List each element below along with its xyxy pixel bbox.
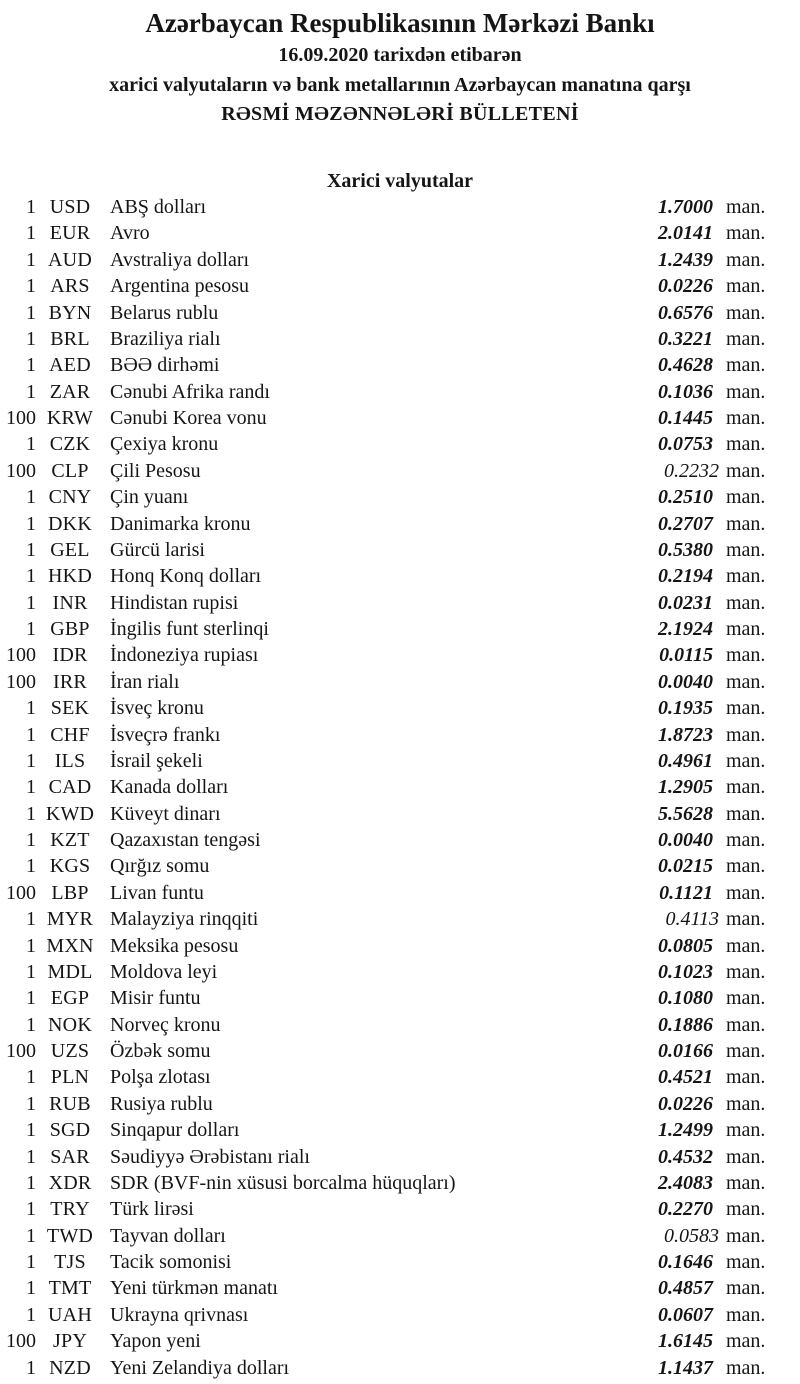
currency-row — [0, 1328, 772, 1354]
exchange-rate: 0.2510 — [658, 486, 713, 509]
currency-quantity: 1 — [26, 1277, 36, 1300]
currency-name: İndoneziya rupiası — [110, 644, 259, 667]
currency-name: Küveyt dinarı — [110, 802, 221, 825]
currency-row — [0, 959, 772, 985]
exchange-rate: 0.4113 — [665, 908, 719, 931]
currency-code: TRY — [50, 1198, 90, 1221]
currency-code: SEK — [50, 697, 90, 720]
unit-label: man. — [726, 275, 766, 298]
currency-code: BYN — [48, 301, 92, 324]
currency-name: Çili Pesosu — [110, 459, 201, 482]
currency-quantity: 1 — [26, 749, 36, 772]
currency-row — [0, 722, 772, 748]
exchange-rate: 1.7000 — [658, 196, 713, 218]
currency-code: CLP — [51, 459, 89, 482]
currency-row — [0, 247, 772, 273]
currency-name: Norveç kronu — [110, 1013, 221, 1036]
exchange-rate: 0.0166 — [658, 1040, 713, 1062]
exchange-rate: 0.0231 — [658, 591, 713, 614]
unit-label: man. — [726, 908, 766, 931]
exchange-rate: 0.1886 — [658, 1013, 713, 1036]
exchange-rate: 1.6145 — [658, 1330, 713, 1353]
currency-row — [0, 194, 772, 220]
exchange-rate: 0.2707 — [658, 512, 713, 535]
exchange-rate: 2.4083 — [658, 1171, 713, 1194]
exchange-rate: 0.0753 — [658, 433, 713, 456]
exchange-rate: 1.2905 — [658, 776, 713, 799]
unit-label: man. — [726, 380, 766, 403]
exchange-rate: 0.5380 — [658, 538, 713, 561]
exchange-rate: 0.0215 — [658, 855, 713, 878]
unit-label: man. — [726, 512, 766, 535]
exchange-rate: 0.2270 — [658, 1198, 713, 1221]
unit-label: man. — [726, 934, 766, 957]
unit-label: man. — [726, 222, 766, 245]
currency-quantity: 1 — [26, 855, 36, 878]
unit-label: man. — [726, 829, 766, 851]
currency-quantity: 1 — [26, 1145, 36, 1168]
currency-name: BƏƏ dirhəmi — [110, 354, 220, 377]
unit-label: man. — [726, 354, 766, 377]
unit-label: man. — [726, 1119, 766, 1142]
currency-code: HKD — [48, 565, 92, 588]
unit-label: man. — [726, 1066, 766, 1089]
section-title-foreign-currencies: Xarici valyutalar — [326, 170, 474, 192]
currency-code: DKK — [48, 512, 92, 535]
currency-name: Belarus rublu — [110, 301, 219, 324]
currency-row — [0, 590, 772, 616]
currency-code: CNY — [48, 486, 92, 509]
currency-name: SDR (BVF-nin xüsusi borcalma hüquqları) — [110, 1171, 456, 1194]
exchange-rate: 0.4857 — [658, 1277, 713, 1300]
currency-quantity: 100 — [6, 459, 36, 482]
currency-code: ILS — [54, 749, 86, 772]
currency-code: UZS — [50, 1040, 90, 1062]
currency-code: SGD — [49, 1119, 91, 1142]
unit-label: man. — [726, 301, 766, 324]
currency-name: Gürcü larisi — [110, 538, 205, 561]
currency-name: Rusiya rublu — [110, 1092, 213, 1115]
currency-quantity: 1 — [26, 248, 36, 271]
currency-name: Cənubi Korea vonu — [110, 407, 267, 429]
currency-row — [0, 352, 772, 378]
currency-quantity: 1 — [26, 1303, 36, 1326]
currency-code: IDR — [52, 644, 88, 667]
unit-label: man. — [726, 670, 766, 693]
currency-code: GEL — [50, 538, 90, 561]
currency-name: ABŞ dolları — [110, 196, 207, 218]
exchange-rate: 0.1023 — [658, 960, 713, 983]
currency-name: Ukrayna qrivnası — [110, 1303, 249, 1326]
currency-quantity: 1 — [26, 697, 36, 720]
currency-name: İsrail şekeli — [110, 749, 203, 772]
currency-row — [0, 880, 772, 906]
exchange-rate: 0.1036 — [658, 380, 713, 403]
currency-code: CAD — [48, 776, 92, 799]
unit-label: man. — [726, 1356, 766, 1379]
bulletin-subtitle: xarici valyutaların və bank metallarının Azərbaycan manatına qarşı — [109, 74, 691, 96]
currency-code: LBP — [51, 881, 89, 904]
currency-quantity: 1 — [26, 1171, 36, 1194]
currency-row — [0, 748, 772, 774]
unit-label: man. — [726, 723, 766, 746]
currency-row — [0, 906, 772, 932]
currency-row — [0, 853, 772, 879]
currency-quantity: 1 — [26, 1356, 36, 1379]
currency-code: KWD — [45, 802, 95, 825]
currency-code: BRL — [50, 327, 90, 350]
currency-code: ARS — [50, 275, 90, 298]
currency-quantity: 1 — [26, 512, 36, 535]
currency-quantity: 100 — [6, 1330, 36, 1353]
currency-row — [0, 695, 772, 721]
unit-label: man. — [726, 802, 766, 825]
currency-quantity: 1 — [26, 380, 36, 403]
exchange-rate: 1.1437 — [658, 1356, 713, 1379]
currency-row — [0, 1012, 772, 1038]
unit-label: man. — [726, 486, 766, 509]
currency-name: Hindistan rupisi — [110, 591, 239, 614]
exchange-rate: 0.1445 — [658, 407, 713, 429]
currency-quantity: 1 — [26, 1066, 36, 1089]
currency-code: CHF — [50, 723, 90, 746]
exchange-rate: 0.0607 — [658, 1303, 713, 1326]
currency-quantity: 1 — [26, 301, 36, 324]
currency-row — [0, 1170, 772, 1196]
unit-label: man. — [726, 987, 766, 1010]
exchange-rate: 0.4532 — [658, 1145, 713, 1168]
currency-code: INR — [52, 591, 88, 614]
currency-quantity: 100 — [6, 407, 36, 429]
currency-quantity: 1 — [26, 802, 36, 825]
exchange-rate: 0.1935 — [658, 697, 713, 720]
currency-quantity: 1 — [26, 1119, 36, 1142]
currency-quantity: 1 — [26, 1013, 36, 1036]
currency-quantity: 1 — [26, 723, 36, 746]
exchange-rate: 2.0141 — [658, 222, 713, 245]
currency-code: GBP — [50, 618, 90, 640]
currency-name: Avro — [110, 222, 150, 245]
currency-quantity: 100 — [6, 644, 36, 667]
unit-label: man. — [726, 1330, 766, 1353]
currency-code: MDL — [47, 960, 93, 983]
currency-name: İsveç kronu — [110, 697, 204, 720]
unit-label: man. — [726, 248, 766, 271]
currency-quantity: 1 — [26, 433, 36, 456]
currency-code: KGS — [49, 855, 91, 878]
currency-row — [0, 1249, 772, 1275]
unit-label: man. — [726, 407, 766, 429]
currency-name: Honq Konq dolları — [110, 565, 262, 588]
unit-label: man. — [726, 565, 766, 588]
currency-name: Danimarka kronu — [110, 512, 251, 535]
currency-row — [0, 933, 772, 959]
effective-date-line: 16.09.2020 tarixdən etibarən — [278, 44, 522, 66]
currency-row — [0, 537, 772, 563]
currency-code: KRW — [46, 407, 94, 429]
unit-label: man. — [726, 960, 766, 983]
currency-code: USD — [49, 196, 91, 218]
currency-quantity: 1 — [26, 960, 36, 983]
currency-name: Qırğız somu — [110, 855, 210, 878]
currency-name: Cənubi Afrika randı — [110, 380, 270, 403]
unit-label: man. — [726, 1198, 766, 1221]
currency-row — [0, 300, 772, 326]
currency-quantity: 1 — [26, 486, 36, 509]
currency-row — [0, 1064, 772, 1090]
exchange-rate: 2.1924 — [658, 618, 713, 640]
currency-quantity: 100 — [6, 881, 36, 904]
currency-quantity: 1 — [26, 222, 36, 245]
currency-code: NOK — [48, 1013, 92, 1036]
currency-quantity: 1 — [26, 354, 36, 377]
currency-name: Livan funtu — [110, 881, 204, 904]
currency-code: PLN — [50, 1066, 90, 1089]
unit-label: man. — [726, 749, 766, 772]
currency-row — [0, 273, 772, 299]
currency-code: JPY — [53, 1330, 87, 1353]
currency-code: IRR — [53, 670, 87, 693]
currency-name: Moldova leyi — [110, 960, 218, 983]
currency-name: Çin yuanı — [110, 486, 189, 509]
currency-name: Polşa zlotası — [110, 1066, 211, 1089]
currency-quantity: 1 — [26, 1092, 36, 1115]
document-header — [0, 0, 800, 128]
currency-row — [0, 405, 772, 431]
currency-name: Tayvan dolları — [110, 1224, 226, 1247]
currency-code: CZK — [49, 433, 91, 456]
currency-row — [0, 801, 772, 827]
unit-label: man. — [726, 618, 766, 640]
currency-quantity: 100 — [6, 670, 36, 693]
currency-row — [0, 458, 772, 484]
unit-label: man. — [726, 538, 766, 561]
exchange-rate: 1.2439 — [658, 248, 713, 271]
currency-row — [0, 379, 772, 405]
currency-name: Türk lirəsi — [110, 1198, 194, 1221]
unit-label: man. — [726, 433, 766, 456]
currency-quantity: 1 — [26, 934, 36, 957]
currency-row — [0, 1117, 772, 1143]
currency-quantity: 1 — [26, 618, 36, 640]
currency-row — [0, 431, 772, 457]
currency-code: SAR — [50, 1145, 90, 1168]
exchange-rate: 0.0115 — [659, 644, 713, 667]
currency-row — [0, 220, 772, 246]
currency-row — [0, 1196, 772, 1222]
exchange-rate: 0.1121 — [659, 881, 713, 904]
unit-label: man. — [726, 196, 766, 218]
bulletin-title: RƏSMİ MƏZƏNNƏLƏRİ BÜLLETENİ — [221, 103, 579, 125]
currency-code: TJS — [54, 1251, 86, 1273]
currency-name: Tacik somonisi — [110, 1251, 232, 1273]
currency-name: Malayziya rinqqiti — [110, 908, 259, 931]
currency-row — [0, 1144, 772, 1170]
currency-rate-table — [0, 194, 800, 1381]
unit-label: man. — [726, 1171, 766, 1194]
unit-label: man. — [726, 459, 766, 482]
currency-name: Yeni Zelandiya dolları — [110, 1356, 290, 1379]
currency-name: Argentina pesosu — [110, 275, 250, 298]
unit-label: man. — [726, 1013, 766, 1036]
exchange-rate: 0.0226 — [658, 275, 713, 298]
currency-name: Qazaxıstan tengəsi — [110, 829, 261, 851]
exchange-rate: 0.0040 — [658, 829, 713, 851]
exchange-rate: 0.6576 — [658, 301, 713, 324]
unit-label: man. — [726, 591, 766, 614]
currency-quantity: 1 — [26, 829, 36, 851]
currency-name: Kanada dolları — [110, 776, 229, 799]
exchange-rate: 0.0583 — [664, 1224, 719, 1247]
currency-name: İngilis funt sterlinqi — [110, 618, 269, 640]
currency-code: EGP — [50, 987, 90, 1010]
exchange-rate: 0.0040 — [658, 670, 713, 693]
currency-name: İsveçrə frankı — [110, 723, 221, 746]
currency-code: RUB — [49, 1092, 91, 1115]
currency-quantity: 1 — [26, 1224, 36, 1247]
currency-row — [0, 827, 772, 853]
currency-code: TMT — [48, 1277, 92, 1300]
exchange-rate: 0.0226 — [658, 1092, 713, 1115]
currency-code: TWD — [46, 1224, 94, 1247]
exchange-rate: 0.3221 — [658, 327, 713, 350]
currency-row — [0, 1038, 772, 1064]
currency-code: MXN — [46, 934, 94, 957]
currency-code: XDR — [48, 1171, 92, 1194]
currency-quantity: 1 — [26, 1251, 36, 1273]
currency-row — [0, 563, 772, 589]
unit-label: man. — [726, 1277, 766, 1300]
exchange-rate: 5.5628 — [658, 802, 713, 825]
unit-label: man. — [726, 1040, 766, 1062]
currency-name: Misir funtu — [110, 987, 201, 1010]
currency-quantity: 1 — [26, 327, 36, 350]
exchange-rate: 0.4961 — [658, 749, 713, 772]
currency-quantity: 1 — [26, 196, 36, 218]
currency-code: ZAR — [49, 380, 91, 403]
unit-label: man. — [726, 855, 766, 878]
currency-code: MYR — [46, 908, 94, 931]
unit-label: man. — [726, 644, 766, 667]
currency-row — [0, 616, 772, 642]
exchange-rate: 1.2499 — [658, 1119, 713, 1142]
currency-row — [0, 1355, 772, 1381]
currency-code: UAH — [48, 1303, 92, 1326]
currency-name: Çexiya kronu — [110, 433, 219, 456]
currency-row — [0, 669, 772, 695]
unit-label: man. — [726, 1303, 766, 1326]
unit-label: man. — [726, 1251, 766, 1273]
currency-code: NZD — [49, 1356, 91, 1379]
currency-name: Özbək somu — [110, 1040, 211, 1062]
unit-label: man. — [726, 881, 766, 904]
exchange-rate: 0.4521 — [658, 1066, 713, 1089]
unit-label: man. — [726, 776, 766, 799]
currency-name: Yeni türkmən manatı — [110, 1277, 278, 1300]
unit-label: man. — [726, 1145, 766, 1168]
currency-quantity: 1 — [26, 591, 36, 614]
currency-row — [0, 484, 772, 510]
currency-quantity: 1 — [26, 908, 36, 931]
currency-code: AED — [49, 354, 91, 377]
currency-row — [0, 985, 772, 1011]
bank-name-title: Azərbaycan Respublikasının Mərkəzi Bankı — [145, 8, 655, 38]
currency-name: İran rialı — [110, 670, 180, 693]
exchange-rate: 0.1080 — [658, 987, 713, 1010]
currency-quantity: 1 — [26, 275, 36, 298]
currency-row — [0, 1302, 772, 1328]
currency-row — [0, 642, 772, 668]
currency-name: Yapon yeni — [110, 1330, 201, 1353]
unit-label: man. — [726, 327, 766, 350]
currency-row — [0, 774, 772, 800]
currency-row — [0, 1091, 772, 1117]
currency-quantity: 1 — [26, 538, 36, 561]
exchange-rate: 0.0805 — [658, 934, 713, 957]
currency-row — [0, 1275, 772, 1301]
currency-name: Meksika pesosu — [110, 934, 239, 957]
exchange-rate: 0.2232 — [664, 459, 719, 482]
exchange-rate: 0.1646 — [658, 1251, 713, 1273]
exchange-rate: 0.2194 — [658, 565, 713, 588]
currency-name: Avstraliya dolları — [110, 248, 250, 271]
currency-name: Sinqapur dolları — [110, 1119, 240, 1142]
exchange-rate: 0.4628 — [658, 354, 713, 377]
currency-name: Braziliya rialı — [110, 327, 221, 350]
currency-quantity: 1 — [26, 776, 36, 799]
currency-quantity: 1 — [26, 987, 36, 1010]
exchange-rate: 1.8723 — [658, 723, 713, 746]
currency-row — [0, 326, 772, 352]
currency-row — [0, 511, 772, 537]
currency-name: Səudiyyə Ərəbistanı rialı — [110, 1145, 310, 1168]
unit-label: man. — [726, 697, 766, 720]
unit-label: man. — [726, 1092, 766, 1115]
currency-quantity: 100 — [6, 1040, 36, 1062]
currency-quantity: 1 — [26, 1198, 36, 1221]
currency-code: AUD — [48, 248, 92, 271]
unit-label: man. — [726, 1224, 766, 1247]
currency-row — [0, 1223, 772, 1249]
currency-quantity: 1 — [26, 565, 36, 588]
currency-code: KZT — [50, 829, 90, 851]
currency-code: EUR — [49, 222, 91, 245]
